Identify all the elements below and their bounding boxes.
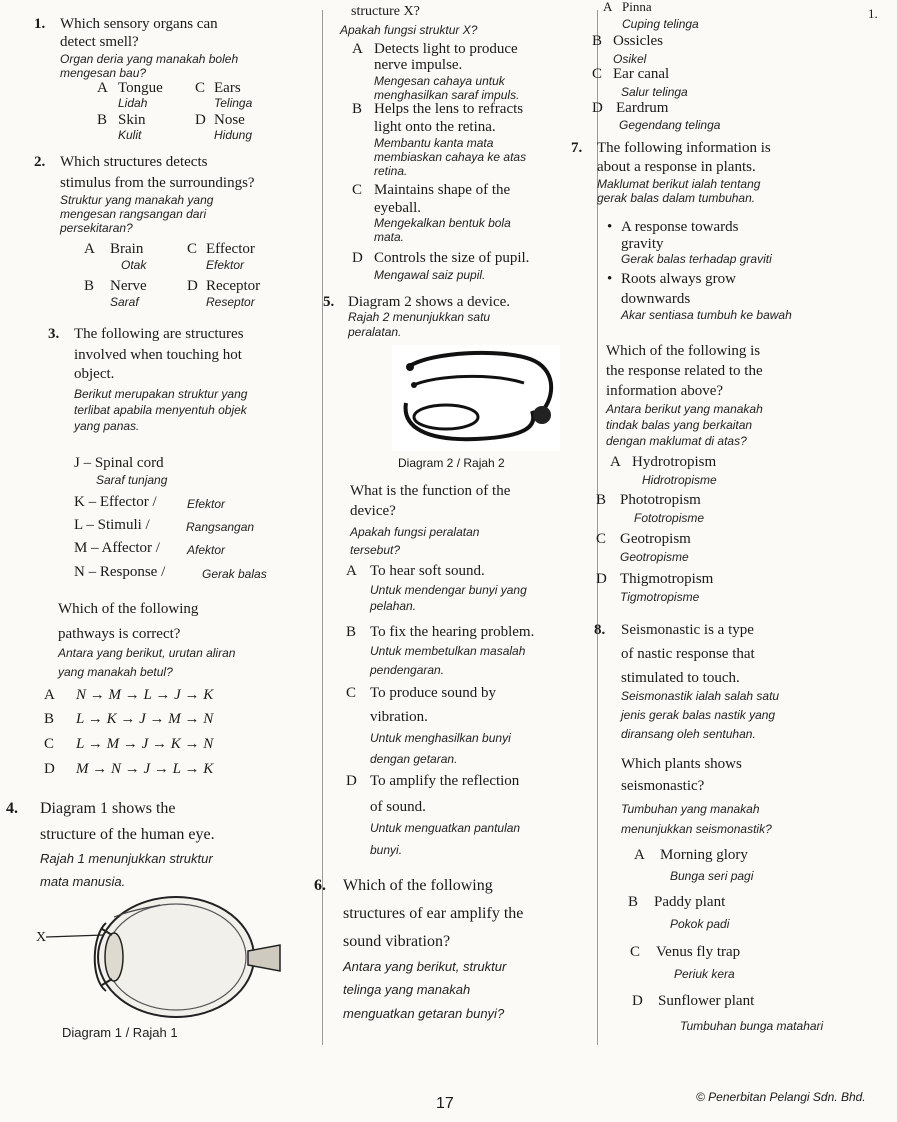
question-prompt-ms: tersebut? [350,543,401,557]
question-stem: structure of the human eye. [40,826,215,843]
question-stem: of nastic response that [621,646,755,662]
option-text: Brain [110,241,144,257]
question-number: 5. [323,294,335,310]
bullet-text: gravity [621,236,664,252]
question-stem-ms: Rajah 1 menunjukkan struktur [40,851,213,866]
option-text: Pinna [622,0,652,14]
option-text: Paddy plant [654,894,726,910]
option-text-ms: retina. [374,164,408,178]
option-text: Phototropism [620,492,701,508]
option-text: Maintains shape of the [374,182,511,198]
question-stem-ms: Antara yang berikut, struktur [343,959,507,974]
question-stem: detect smell? [60,34,139,50]
question-number: 8. [594,622,606,638]
question-number: 2. [34,154,46,170]
question-stem: about a response in plants. [597,159,756,175]
question-number: 4. [6,800,18,817]
option-text: light onto the retina. [374,119,496,135]
option-letter: B [628,894,639,910]
option-text-ms: Mengawal saiz pupil. [374,268,486,282]
question-prompt: Which plants shows [621,756,742,772]
option-text-ms: Kulit [118,128,142,142]
option-text: Nose [214,112,245,128]
option-text-ms: Membantu kanta mata [374,136,494,150]
question-stem-ms: terlibat apabila menyentuh objek [74,403,247,417]
question-prompt: the response related to the [606,363,763,379]
option-text: Controls the size of pupil. [374,250,530,266]
bullet-text: downwards [621,291,691,307]
question-prompt-ms: Antara berikut yang manakah [606,402,763,416]
option-text-ms: Untuk mendengar bunyi yang [370,583,527,597]
question-stem-ms: persekitaran? [60,221,133,235]
question-stem-ms: mengesan rangsangan dari [60,207,207,221]
question-stem: involved when touching hot [74,347,242,363]
option-text-ms: Lidah [118,96,148,110]
option-text: nerve impulse. [374,57,463,73]
option-text: Eardrum [616,100,669,116]
question-stem-ms: jenis gerak balas nastik yang [621,708,776,722]
option-letter: D [187,278,198,294]
question-stem: Diagram 2 shows a device. [348,294,511,310]
question-number: 6. [314,877,326,894]
option-letter: D [632,993,643,1009]
option-text-ms: Telinga [214,96,253,110]
question-stem-ms: gerak balas dalam tumbuhan. [597,191,756,205]
question-stem-ms: yang panas. [74,419,140,433]
option-text-ms: Fototropisme [634,511,705,525]
option-text: To amplify the reflection [370,773,520,789]
question-stem-ms: menguatkan getaran bunyi? [343,1006,505,1021]
structure-item-j: J – Spinal cord [74,455,164,471]
option-text-ms: membiaskan cahaya ke atas [374,150,527,164]
structure-item-k-ms: Efektor [187,497,226,511]
question-stem: The following are structures [74,326,244,342]
option-text-ms: mata. [374,230,405,244]
question-stem: Seismonastic is a type [621,622,754,638]
option-text-ms: Pokok padi [670,917,730,931]
option-letter: D [195,112,206,128]
bullet-icon: • [607,271,613,287]
option-letter: A [346,563,357,579]
option-text-ms: Untuk membetulkan masalah [370,644,526,658]
option-letter: C [195,80,206,96]
option-text: Ears [214,80,241,96]
option-text-ms: pelahan. [370,599,417,613]
diagram-caption: Diagram 1 / Rajah 1 [62,1025,178,1040]
option-text: Effector [206,241,255,257]
option-text-ms: Otak [121,258,147,272]
structure-item-l: L – Stimuli / [74,517,150,533]
option-text: M → N → J → L → K [76,761,214,777]
question-stem-ms: Apakah fungsi struktur X? [340,23,478,37]
question-stem-ms: mata manusia. [40,874,126,889]
option-letter: C [592,66,603,82]
question-number: 7. [571,140,583,156]
option-text: Detects light to produce [374,41,518,57]
question-stem-ms: Seismonastik ialah salah satu [621,689,780,703]
stethoscope-image [392,345,560,451]
option-text: vibration. [370,709,428,725]
question-stem: Which of the following [343,877,493,894]
option-text-ms: Tumbuhan bunga matahari [680,1019,824,1033]
question-stem-ms: diransang oleh sentuhan. [621,727,756,741]
question-prompt: What is the function of the [350,483,511,499]
option-text-ms: Untuk menghasilkan bunyi [370,731,511,745]
option-letter: A [97,80,108,96]
option-letter: A [84,241,95,257]
option-text-ms: Gegendang telinga [619,118,721,132]
question-stem-ms: Maklumat berikut ialah tentang [597,177,761,191]
question-stem-ms: Berikut merupakan struktur yang [74,387,248,401]
option-text-ms: menghasilkan saraf impuls. [374,88,520,102]
option-letter: B [352,101,363,117]
option-text: To hear soft sound. [370,563,485,579]
option-letter: D [346,773,357,789]
option-text: Helps the lens to refracts [374,101,524,117]
eye-diagram [34,895,284,1025]
question-stem-ms: Rajah 2 menunjukkan satu [348,310,491,324]
structure-item-j-ms: Saraf tunjang [96,473,168,487]
option-letter: A [352,41,363,57]
option-letter: B [596,492,607,508]
option-text: L → K → J → M → N [76,711,214,727]
question-prompt-ms: Tumbuhan yang manakah [621,802,760,816]
option-text-ms: Mengekalkan bentuk bola [374,216,511,230]
question-stem-ms: peralatan. [348,325,402,339]
structure-item-l-ms: Rangsangan [186,520,255,534]
option-text: Receptor [206,278,261,294]
option-text-ms: Salur telinga [621,85,688,99]
option-letter: C [187,241,198,257]
question-prompt: Which of the following is [606,343,761,359]
question-prompt: information above? [606,383,724,399]
question-stem: Which sensory organs can [60,16,218,32]
question-stem: The following information is [597,140,771,156]
page-number: 17 [436,1095,454,1112]
option-text: L → M → J → K → N [76,736,214,752]
option-text-ms: Reseptor [206,295,255,309]
option-letter: B [44,711,55,727]
question-stem-ms: Organ deria yang manakah boleh [60,52,239,66]
option-text: Venus fly trap [656,944,741,960]
option-letter: C [630,944,641,960]
question-prompt-ms: Apakah fungsi peralatan [350,525,480,539]
option-text-ms: Osikel [613,52,647,66]
option-letter: A [44,687,55,703]
option-text: To produce sound by [370,685,497,701]
question-prompt-ms: dengan maklumat di atas? [606,434,747,448]
option-letter: B [84,278,95,294]
question-number: 3. [48,326,60,342]
option-letter: C [44,736,55,752]
structure-item-k: K – Effector / [74,494,157,510]
question-prompt: Which of the following [58,601,199,617]
option-letter: C [352,182,363,198]
option-text: of sound. [370,799,426,815]
structure-item-n-ms: Gerak balas [202,567,267,581]
option-text-ms: Bunga seri pagi [670,869,754,883]
option-text-ms: Hidrotropisme [642,473,717,487]
option-text: N → M → L → J → K [76,687,214,703]
option-letter: C [346,685,357,701]
question-prompt: seismonastic? [621,778,705,794]
option-text: Tongue [118,80,163,96]
question-prompt-ms: yang manakah betul? [58,665,173,679]
bullet-text-ms: Akar sentiasa tumbuh ke bawah [621,308,792,322]
option-text-ms: Periuk kera [674,967,735,981]
question-stem: object. [74,366,115,382]
option-text: Skin [118,112,146,128]
question-prompt: device? [350,503,396,519]
option-text: To fix the hearing problem. [370,624,535,640]
bullet-text: A response towards [621,219,739,235]
option-letter: A [634,847,645,863]
question-number: 1. [34,16,46,32]
option-text-ms: Cuping telinga [622,17,699,31]
option-letter: D [352,250,363,266]
option-text: Geotropism [620,531,691,547]
question-stem: sound vibration? [343,933,451,950]
option-text: Sunflower plant [658,993,755,1009]
question-stem: Which structures detects [60,154,208,170]
question-stem: stimulated to touch. [621,670,740,686]
option-letter: D [592,100,603,116]
option-letter: B [592,33,603,49]
option-text: Morning glory [660,847,748,863]
option-text-ms: Efektor [206,258,245,272]
label-x: X [36,930,47,945]
question-stem: structures of ear amplify the [343,905,524,922]
option-text: Nerve [110,278,147,294]
option-letter: B [346,624,357,640]
question-stem: Diagram 1 shows the [40,800,176,817]
question-stem-ms: telinga yang manakah [343,982,471,997]
question-prompt-ms: tindak balas yang berkaitan [606,418,753,432]
question-stem-ms: mengesan bau? [60,66,147,80]
option-text-ms: Mengesan cahaya untuk [374,74,505,88]
question-prompt: pathways is correct? [58,626,181,642]
option-text-ms: dengan getaran. [370,752,458,766]
option-text: Ossicles [613,33,663,49]
option-letter: D [596,571,607,587]
question-prompt-ms: menunjukkan seismonastik? [621,822,772,836]
question-prompt-ms: Antara yang berikut, urutan aliran [58,646,236,660]
diagram-caption: Diagram 2 / Rajah 2 [398,456,505,470]
question-stem: structure X? [351,4,420,19]
publisher-credit: © Penerbitan Pelangi Sdn. Bhd. [696,1090,866,1104]
option-text-ms: Geotropisme [620,550,689,564]
corner-mark: 1. [868,6,878,21]
option-letter: B [97,112,108,128]
bullet-icon: • [607,219,613,235]
option-letter: A [603,0,613,14]
structure-item-m-ms: Afektor [187,543,226,557]
option-text-ms: bunyi. [370,843,403,857]
option-letter: D [44,761,55,777]
question-stem: stimulus from the surroundings? [60,175,255,191]
option-text: Ear canal [613,66,670,82]
bullet-text-ms: Gerak balas terhadap graviti [621,252,772,266]
option-text-ms: Hidung [214,128,253,142]
structure-item-n: N – Response / [74,564,166,580]
label-x-pointer [46,935,104,937]
option-text-ms: Saraf [110,295,139,309]
option-text-ms: Tigmotropisme [620,590,700,604]
question-stem-ms: Struktur yang manakah yang [60,193,214,207]
option-text: Hydrotropism [632,454,717,470]
option-text-ms: Untuk menguatkan pantulan [370,821,521,835]
option-text: eyeball. [374,200,422,216]
bullet-text: Roots always grow [621,271,736,287]
option-text-ms: pendengaran. [370,663,445,677]
option-text: Thigmotropism [620,571,714,587]
option-letter: C [596,531,607,547]
structure-item-m: M – Affector / [74,540,160,556]
option-letter: A [610,454,621,470]
